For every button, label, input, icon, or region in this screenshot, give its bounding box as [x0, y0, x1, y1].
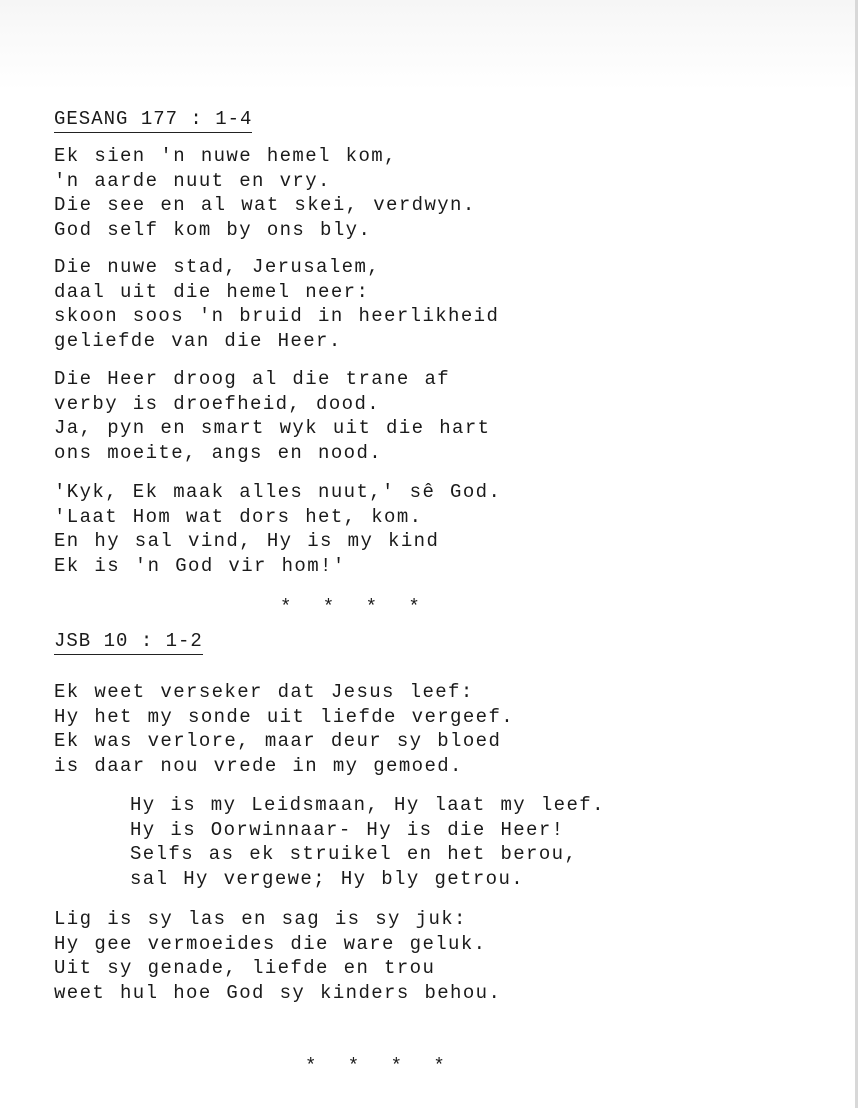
verse-line: Ek was verlore, maar deur sy bloed: [54, 730, 502, 752]
verse-line: Die Heer droog al die trane af: [54, 368, 451, 390]
verse-line: Ek is 'n God vir hom!': [54, 554, 346, 577]
verse-line: Ek sien 'n nuwe hemel kom,: [54, 145, 397, 167]
verse-line: Lig is sy las en sag is sy juk:: [54, 908, 467, 930]
verse-4: [54, 480, 501, 578]
verse-line: is daar nou vrede in my gemoed.: [54, 754, 463, 777]
divider-stars: * * * *: [305, 1055, 455, 1077]
verse-line: ons moeite, angs en nood.: [54, 441, 383, 464]
verse-line: God self kom by ons bly.: [54, 218, 372, 241]
refrain-line: Selfs as ek struikel en het berou,: [130, 843, 578, 865]
section-heading: JSB 10 : 1-2: [54, 630, 203, 655]
verse-1: [54, 144, 476, 242]
verse-line: 'Kyk, Ek maak alles nuut,' sê God.: [54, 481, 502, 503]
refrain-line: Hy is my Leidsmaan, Hy laat my leef.: [130, 794, 605, 816]
verse-2: [54, 255, 499, 353]
jsb-section: [54, 630, 203, 655]
verse-line: Hy het my sonde uit liefde vergeef.: [54, 705, 515, 728]
section-heading: GESANG 177 : 1-4: [54, 108, 252, 133]
verse-line: skoon soos 'n bruid in heerlikheid: [54, 305, 500, 327]
verse-3: [54, 367, 490, 465]
verse-line: Die see en al wat skei, verdwyn.: [54, 194, 476, 216]
verse-line: daal uit die hemel neer:: [54, 280, 370, 303]
verse-line: verby is droefheid, dood.: [54, 392, 381, 415]
gesang-section: [54, 108, 252, 133]
verse-line: En hy sal vind, Hy is my kind: [54, 530, 440, 552]
verse-line: Hy gee vermoeides die ware geluk.: [54, 932, 487, 955]
verse-line: 'n aarde nuut en vry.: [54, 169, 331, 192]
verse-line: weet hul hoe God sy kinders behou.: [54, 981, 502, 1004]
verse-line: Ja, pyn en smart wyk uit die hart: [54, 417, 491, 439]
verse-line: Die nuwe stad, Jerusalem,: [54, 256, 381, 278]
jsb-verse-1: [54, 680, 514, 778]
refrain-line: sal Hy vergewe; Hy bly getrou.: [130, 867, 525, 890]
verse-line: geliefde van die Heer.: [54, 329, 342, 352]
verse-line: Uit sy genade, liefde en trou: [54, 957, 436, 979]
jsb-refrain: [130, 793, 605, 891]
refrain-line: Hy is Oorwinnaar- Hy is die Heer!: [130, 818, 565, 841]
verse-line: Ek weet verseker dat Jesus leef:: [54, 681, 474, 703]
verse-line: 'Laat Hom wat dors het, kom.: [54, 505, 423, 528]
jsb-verse-2: [54, 907, 501, 1005]
divider-stars: * * * *: [280, 596, 430, 618]
